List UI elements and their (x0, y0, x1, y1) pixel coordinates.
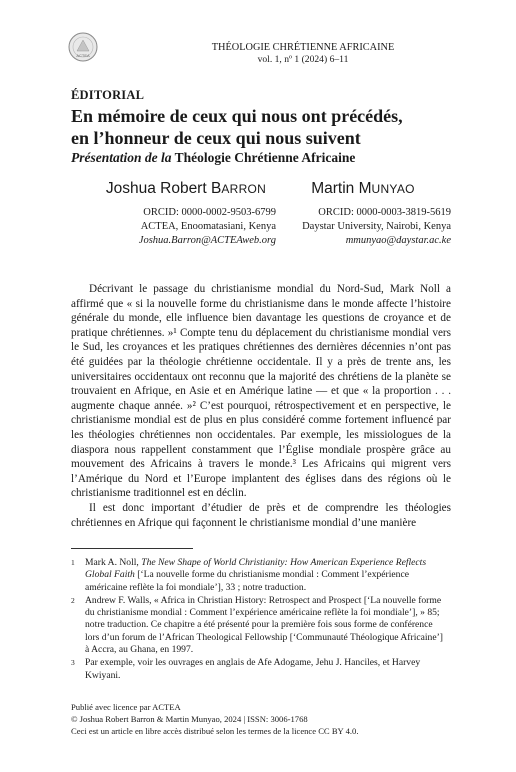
footnote-2 (71, 595, 449, 656)
article-body (71, 282, 451, 530)
author-barron (96, 180, 276, 248)
author-name: Martin MUNYAO (311, 180, 415, 197)
license-publisher: Publié avec licence par ACTEA (71, 702, 181, 712)
footnote-1 (71, 557, 449, 594)
footnote-3 (71, 657, 449, 682)
footnote-number: 3 (71, 658, 75, 668)
license-copyright: © Joshua Robert Barron & Martin Munyao, 2024 | ISSN: 3006-1768 (71, 714, 308, 725)
license-block (71, 701, 451, 738)
license-terms: Ceci est un article en libre accès distribué selon les termes de la licence CC BY 4.0. (71, 726, 359, 737)
footnote-text: Andrew F. Walls, « Africa in Christian History: Retrospect and Prospect [‘La nouvelle forme du christianisme mondial : Comment l’expérience américaine reflète la foi mondiale’], » 85; notre traduction. Ce chapitre a été présenté pour la première fois sous forme de conférence lors d’un forum de l’African Theological Fellowship [‘Communauté Théologique Africaine’] à Accra, au Ghana, en 1997. (85, 594, 443, 656)
title-line-1: En mémoire de ceux qui nous ont précédés, (71, 106, 403, 126)
author-orcid: ORCID: 0000-0002-9503-6799 (143, 207, 276, 218)
paragraph-2: Il est donc important d’étudier de près et de comprendre les théologies chrétiennes en Afrique qui façonnent le christianisme mondial d’une manière (71, 501, 451, 529)
footnote-text: Par exemple, voir les ouvrages en anglais de Afe Adogame, Jehu J. Hanciles, et Harvey Kwiyani. (85, 657, 421, 681)
article-content (71, 88, 451, 530)
title-line-2: en l’honneur de ceux qui nous suivent (71, 128, 361, 148)
author-email[interactable]: Joshua.Barron@ACTEAweb.org (138, 235, 276, 246)
actea-logo (68, 32, 98, 62)
author-email[interactable]: mmunyao@daystar.ac.ke (345, 235, 451, 246)
article-title (71, 105, 451, 149)
author-affiliation: ACTEA, Enoomatasiani, Kenya (140, 221, 276, 232)
footnotes (71, 557, 449, 683)
journal-title: THÉOLOGIE CHRÉTIENNE AFRICAINE (211, 42, 395, 53)
footnote-separator (71, 548, 193, 549)
author-munyao (275, 180, 451, 248)
footnote-number: 2 (71, 595, 75, 605)
section-label: ÉDITORIAL (71, 88, 145, 102)
footnote-number: 1 (71, 558, 75, 567)
volume-info: vol. 1, nº 1 (2024) 6–11 (257, 54, 349, 65)
journal-header (150, 42, 456, 66)
subtitle-italic: Présentation de la (71, 150, 172, 165)
author-name: Joshua Robert BARRON (105, 180, 267, 197)
author-info (96, 206, 276, 248)
logo-text: ACTEA (76, 53, 90, 58)
footnote-text: Mark A. Noll, The New Shape of World Christianity: How American Experience Reflects Global Faith [‘La nouvelle forme du christianisme mondial : Comment l’expérience américaine reflète la foi mondiale’], 33 ; notre traduction. (85, 557, 427, 593)
author-info (275, 206, 451, 248)
author-orcid: ORCID: 0000-0003-3819-5619 (318, 207, 451, 218)
paragraph-1: Décrivant le passage du christianisme mondial du Nord-Sud, Mark Noll a affirmé que « si la nouvelle forme du christianisme dans le monde affecte l’histoire générale du monde, elle influence bien davantage les questions de croyance et de pratique chrétiennes. »¹ Compte tenu du déplacement du christianisme mondial vers le Sud, les croyances et les pratiques chrétiennes des dernières décennies n’ont pas été guidées par la théologie chrétienne occidentale. Il y a près de trente ans, les universitaires occidentaux ont reconnu que la majorité des chrétiens de la planète se trouvaient en Afrique, en Asie et en Amérique latine — et que « la proportion . . . augmente chaque année. »² C’est pourquoi, rétrospectivement et en perspective, le christianisme mondial est de plus en plus considéré comme fortement influencé par les théologies chrétiennes non occidentales. Par exemple, les missiologues de la diaspora nous rappellent constamment que l’Église mondiale prospère grâce au mouvement des Africains à travers le monde.³ Les Africains qui migrent vers l’Amérique du Nord et l’Europe implantent des églises dans des régions où le christianisme traditionnel est en déclin. (71, 283, 451, 500)
authors-block (71, 180, 451, 280)
article-subtitle (71, 149, 451, 166)
author-affiliation: Daystar University, Nairobi, Kenya (302, 221, 451, 232)
subtitle-rest: Théologie Chrétienne Africaine (171, 150, 356, 165)
